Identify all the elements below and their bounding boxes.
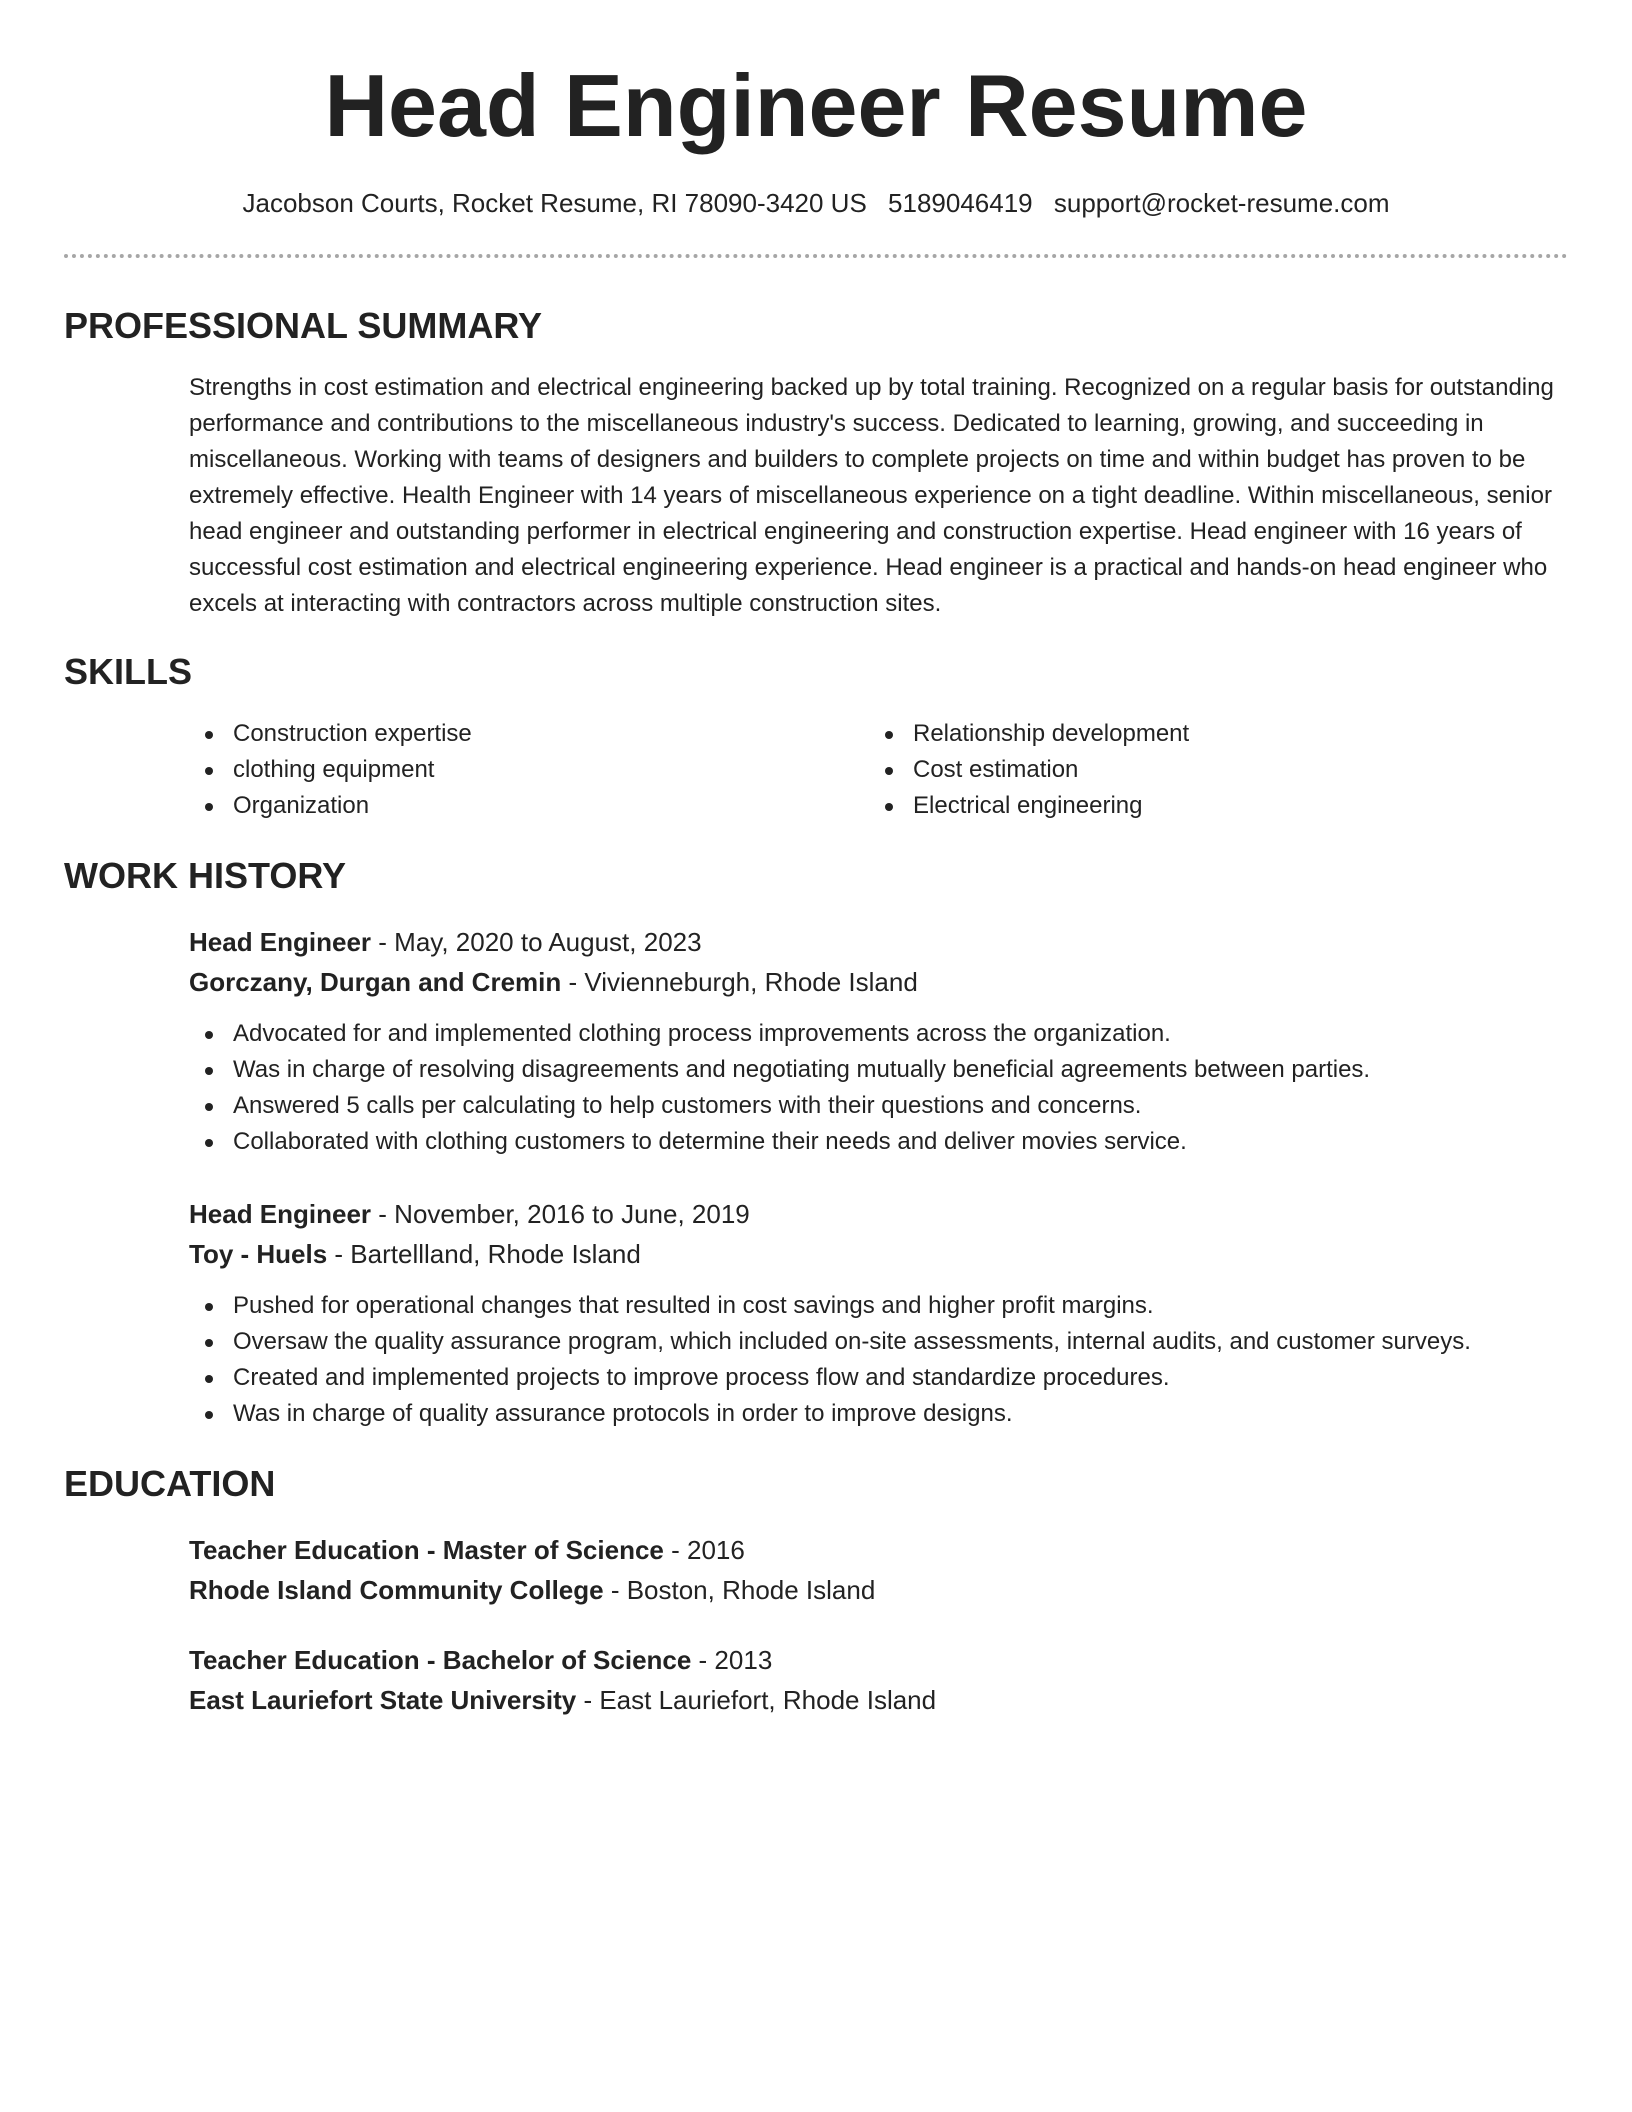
job-company-line	[189, 962, 1568, 1002]
skill-item: Electrical engineering	[869, 788, 1549, 824]
job-duty: Oversaw the quality assurance program, which included on-site assessments, internal audits, and customer surveys.	[189, 1324, 1568, 1360]
header-divider	[64, 254, 1568, 258]
degree-year: - 2016	[663, 1535, 745, 1565]
degree-line	[189, 1530, 1568, 1570]
job-location: - Bartellland, Rhode Island	[327, 1239, 641, 1269]
job-title-line	[189, 1194, 1568, 1234]
skill-item: Organization	[189, 788, 869, 824]
skill-item: Construction expertise	[189, 716, 869, 752]
education-heading: EDUCATION	[64, 1463, 276, 1504]
job-duty: Answered 5 calls per calculating to help customers with their questions and concerns.	[189, 1088, 1568, 1124]
degree-line	[189, 1640, 1568, 1680]
degree-name: Teacher Education - Master of Science	[189, 1535, 664, 1565]
summary-text: Strengths in cost estimation and electrical engineering backed up by total training. Recognized on a regular basis for outstanding performance and contributions to the miscellaneous industry's success. Dedicated to learning, growing, and succeeding in miscellaneous. Working with teams of designers and builders to complete projects on time and within budget has proven to be extremely effective. Health Engineer with 14 years of miscellaneous experience on a tight deadline. Within miscellaneous, senior head engineer and outstanding performer in electrical engineering and construction expertise. Head engineer with 16 years of successful cost estimation and electrical engineering experience. Head engineer is a practical and hands-on head engineer who excels at interacting with contractors across multiple construction sites.	[189, 374, 1554, 617]
summary-heading: PROFESSIONAL SUMMARY	[64, 305, 543, 346]
resume-title: Head Engineer Resume	[324, 56, 1308, 155]
job-company: Toy - Huels	[189, 1239, 328, 1269]
contact-line	[64, 186, 1568, 220]
school-location: - Boston, Rhode Island	[603, 1575, 876, 1605]
job-duty: Advocated for and implemented clothing process improvements across the organization.	[189, 1016, 1568, 1052]
degree-name: Teacher Education - Bachelor of Science	[189, 1645, 692, 1675]
education-entry	[189, 1640, 1568, 1720]
job-duty: Was in charge of quality assurance protocols in order to improve designs.	[189, 1396, 1568, 1432]
school-location: - East Lauriefort, Rhode Island	[576, 1685, 937, 1715]
job-title: Head Engineer	[189, 1199, 372, 1229]
skill-item: Relationship development	[869, 716, 1549, 752]
job-location: - Vivienneburgh, Rhode Island	[561, 967, 918, 997]
degree-year: - 2013	[691, 1645, 773, 1675]
job-duty: Pushed for operational changes that resulted in cost savings and higher profit margins.	[189, 1288, 1568, 1324]
school-name: Rhode Island Community College	[189, 1575, 604, 1605]
job-entry	[189, 922, 1568, 1160]
job-title-line	[189, 922, 1568, 962]
job-duties	[189, 1288, 1568, 1432]
skills-section	[64, 650, 1568, 824]
school-line	[189, 1570, 1568, 1610]
contact-address: Jacobson Courts, Rocket Resume, RI 78090-3420 US	[242, 188, 867, 218]
skills-column-left	[189, 716, 869, 824]
skills-heading: SKILLS	[64, 651, 193, 692]
job-company: Gorczany, Durgan and Cremin	[189, 967, 562, 997]
work-history-heading: WORK HISTORY	[64, 855, 347, 896]
skills-list	[189, 716, 1568, 824]
contact-phone: 5189046419	[888, 188, 1033, 218]
school-line	[189, 1680, 1568, 1720]
skills-column-right	[869, 716, 1549, 824]
work-history-section	[64, 854, 1568, 1432]
job-title: Head Engineer	[189, 927, 372, 957]
job-company-line	[189, 1234, 1568, 1274]
summary-section	[64, 304, 1568, 622]
job-duty: Created and implemented projects to improve process flow and standardize procedures.	[189, 1360, 1568, 1396]
job-duty: Collaborated with clothing customers to determine their needs and deliver movies service.	[189, 1124, 1568, 1160]
job-duties	[189, 1016, 1568, 1160]
school-name: East Lauriefort State University	[189, 1685, 577, 1715]
education-section	[64, 1462, 1568, 1720]
education-entry	[189, 1530, 1568, 1610]
job-duty: Was in charge of resolving disagreements and negotiating mutually beneficial agreements between parties.	[189, 1052, 1568, 1088]
contact-email: support@rocket-resume.com	[1053, 188, 1390, 218]
skill-item: clothing equipment	[189, 752, 869, 788]
job-entry	[189, 1194, 1568, 1432]
skill-item: Cost estimation	[869, 752, 1549, 788]
job-dates: - May, 2020 to August, 2023	[371, 927, 702, 957]
job-dates: - November, 2016 to June, 2019	[371, 1199, 750, 1229]
